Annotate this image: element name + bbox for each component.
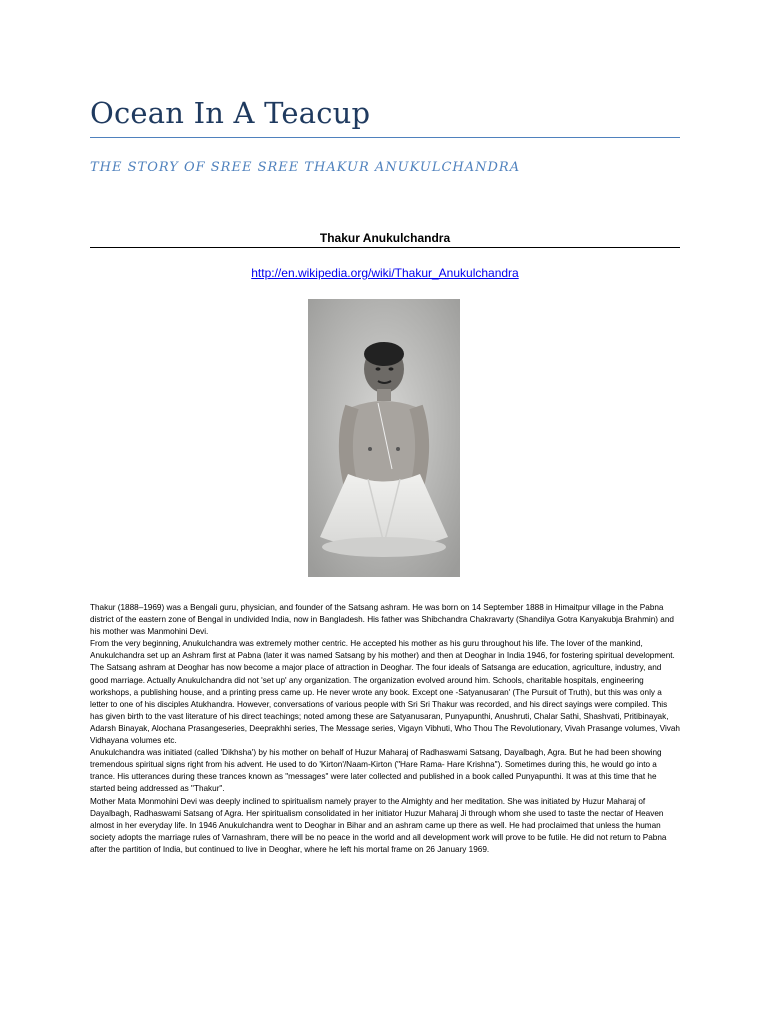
paragraph: From the very beginning, Anukulchandra was extremely mother centric. He accepted his mother as his guru throughout his life. The lover of the mankind, Anukulchandra set up an Ashram first at Pabna (later it was named Satsang by his mother) and then at Deoghar in India 1946, for fostering spiritual development. The Satsang ashram at Deoghar has now become a major place of attraction in Deoghar. The four ideals of Satsanga are education, agriculture, industry, and good marriage. Actually Anukulchandra did not 'set up' any organization. The organization evolved around him. Schools, charitable hospitals, engineering workshops, a publishing house, and a printing press came up. He never wrote any book. Except one -Satyanusaran' (The Pursuit of Truth), but this was only a letter to one of his disciples Atukhandra. However, conversations of various people with Sri Sri Thakur was recorded, and his direct sayings were compiled. This has given birth to the vast literature of his direct teachings; noted among these are Satyanusaran, Punyapunthi, Anushruti, Chalar Sathi, Shashvati, Pritibinayak, Adarsh Binayak, Alochana Prasangeseries, Deeprakhhi series, The Message series, Vigayn Vibhuti, Who Thou The Revolutionary, Vivah Prasange volumes, Vivah Vidhayana volumes etc.	[90, 639, 680, 746]
paragraph: Thakur (1888–1969) was a Bengali guru, physician, and founder of the Satsang ashram. He was born on 14 September 1888 in Himaitpur village in the Pabna district of the eastern zone of Bengal in undivided India, now in Bangladesh. His father was Shibchandra Chakravarty (Shandilya Gotra Kanyakubja Brahmin) and his mother was Manmohini Devi.	[90, 603, 674, 637]
paragraph: Mother Mata Monmohini Devi was deeply inclined to spiritualism namely prayer to the Almighty and her meditation. She was initiated by Huzur Maharaj of Dayalbagh, Radhaswami Satsang of Agra. Her spiritualism consolidated in her initiator Huzur Maharaj Ji through whom she used to taste the nectar of Heaven almost in her everyday life. In 1946 Anukulchandra went to Deoghar in Bihar and an ashram came up there as well. He had proclaimed that unless the human society adopts the marriage rules of Varnashram, there will be no peace in the world and all development work will prove to be futile. He did not return to Pabna after the partition of India, but continued to live in Deoghar, where he left his mortal frame on 26 January 1969.	[90, 796, 667, 854]
section-divider	[90, 247, 680, 248]
wikipedia-link[interactable]: http://en.wikipedia.org/wiki/Thakur_Anukulchandra	[251, 266, 519, 280]
title-underline	[90, 137, 680, 138]
body-text	[90, 602, 680, 856]
document-subtitle: THE STORY OF SREE SREE THAKUR ANUKULCHANDRA	[90, 160, 521, 175]
portrait-photo	[308, 299, 460, 577]
section-heading: Thakur Anukulchandra	[319, 231, 451, 245]
document-title: Ocean In A Teacup	[90, 96, 371, 130]
paragraph: Anukulchandra was initiated (called 'Dikhsha') by his mother on behalf of Huzur Maharaj of Radhaswami Satsang, Dayalbagh, Agra. But he had been showing tremendous spiritual signs right from his advent. He used to do 'Kirton'/Naam-Kirton ("Hare Rama- Hare Krishna"). Sometimes during this, he would go into a trance. His utterances during these trances known as "messages" were later collected and published in a book called Punyapunthi. It was at this time that he started being addressed as "Thakur".	[90, 748, 662, 794]
